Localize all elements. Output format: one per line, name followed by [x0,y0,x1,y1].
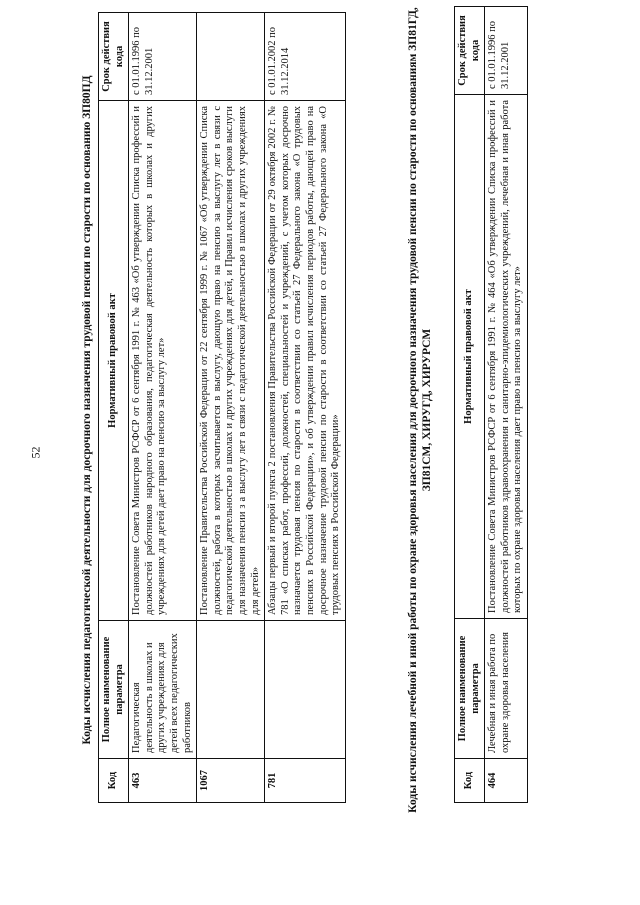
table-row [197,13,265,803]
row-period: с 01.01.1996 по 31.12.2001 [129,13,197,101]
table-row [129,13,197,803]
table-row [485,7,528,803]
header-code: Код [99,759,129,803]
row-period [197,13,265,101]
header-name: Полное наименование параметра [99,621,129,759]
header-name: Полное наименование параметра [455,619,485,759]
header-period: Срок действия кода [99,13,129,101]
page-number: 52 [28,446,43,459]
section2-table [454,6,528,803]
header-act: Нормативный правовой акт [99,101,129,621]
row-code: 463 [129,759,197,803]
section2-title: Коды исчисления лечебной и иной работы по охране здоровья населения для досрочного назначения трудовой пенсии по старости по основаниям ЗП81ГД, ЗП81СМ, ХИРУГД, ХИРУРСМ [407,7,433,813]
table-header-row [455,7,485,803]
row-name [197,621,265,759]
section1-table [98,12,346,803]
row-name [265,621,346,759]
header-period: Срок действия кода [455,7,485,95]
row-act: Абзацы первый и второй пункта 2 постановления Правительства Российской Федерации от 29 октября 2002 г. № 781 «О списках работ, профессий, должностей, специальностей и учреждений, с учетом которых досрочно назначается трудовая пенсия по старости в соответствии со статьей 27 Федерального закона «О трудовых пенсиях в Российской Федерации», и об утверждении правил исчисления периодов работы, дающей право на досрочное назначение трудовой пенсии по старости в соответствии со статьей 27 Федерального закона «О трудовых пенсиях в Российской Федерации» [265,101,346,621]
row-act: Постановление Совета Министров РСФСР от 6 сентября 1991 г. № 464 «Об утверждении Списка профессий и должностей работников здравоохранения и санитарно-эпидемиологических учреждений, лечебная и иная работа которых по охране здоровья населения дает право на пенсию за выслугу лет» [485,95,528,619]
row-name: Лечебная и иная работа по охране здоровья населения [485,619,528,759]
section1-title: Коды исчисления педагогической деятельности для досрочного назначения трудовой пенсии по старости по основанию ЗП80ПД [81,75,93,745]
row-code: 781 [265,759,346,803]
row-name: Педагогическая деятельность в школах и других учреждениях для детей всех педагогических работников [129,621,197,759]
row-act: Постановление Правительства Российской Федерации от 22 сентября 1999 г. № 1067 «Об утверждении Списка должностей, работа в которых засчитывается в выслугу, дающую право на пенсию за выслугу лет в связи с педагогической деятельностью в школах и других учреждениях для детей, и Правил исчисления сроков выслуги для назначения пенсии з а выслугу лет в связи с педагогической деятельностью в школах и других учреждениях для детей» [197,101,265,621]
row-code: 1067 [197,759,265,803]
row-act: Постановление Совета Министров РСФСР от 6 сентября 1991 г. № 463 «Об утверждении Списка профессий и должностей работников народного образования, педагогическая деятельность которых в школах и других учреждениях для детей дает право на пенсию за выслугу лет» [129,101,197,621]
row-period: с 01.01.2002 по 31.12.2014 [265,13,346,101]
row-code: 464 [485,759,528,803]
table-row [265,13,346,803]
table-header-row [99,13,129,803]
row-period: с 01.01.1996 по 31.12.2001 [485,7,528,95]
header-act: Нормативный правовой акт [455,95,485,619]
header-code: Код [455,759,485,803]
